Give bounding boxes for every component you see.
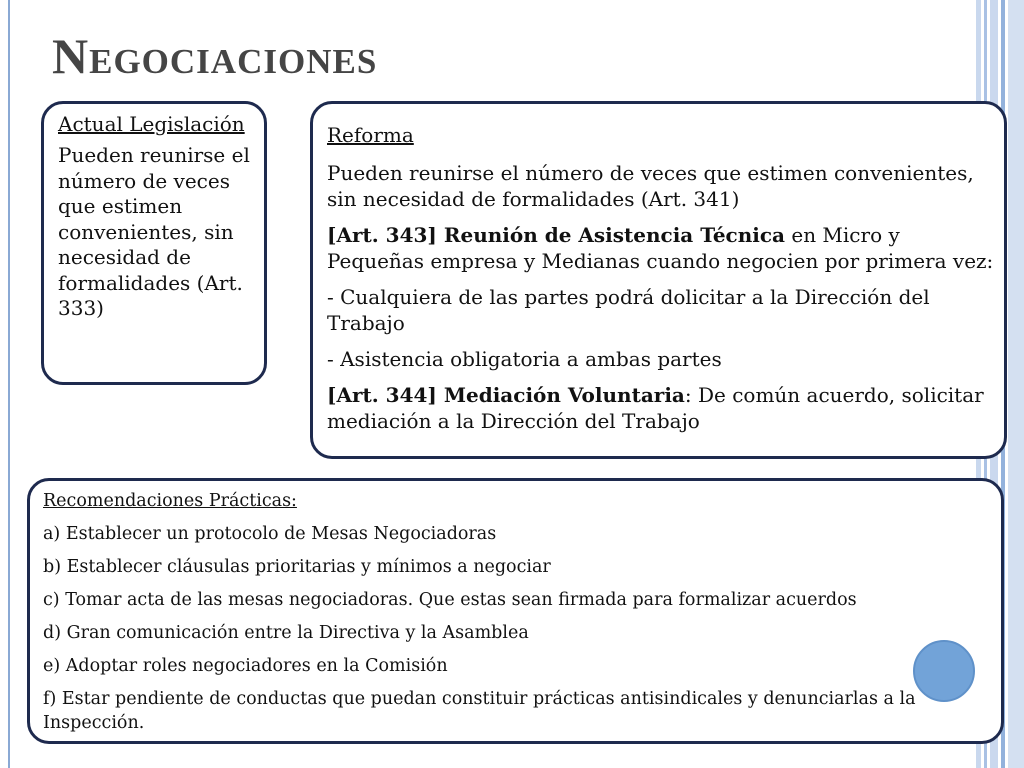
recomendacion-item: b) Establecer cláusulas prioritarias y mínimos a negociar — [43, 557, 551, 577]
reforma-paragraph-solicitud: - Cualquiera de las partes podrá dolicitar a la Dirección del Trabajo — [327, 285, 930, 335]
left-decorative-line — [8, 0, 10, 768]
recomendacion-item: d) Gran comunicación entre la Directiva y la Asamblea — [43, 623, 529, 643]
recomendaciones-box — [27, 478, 1004, 744]
reforma-paragraph-reuniones: Pueden reunirse el número de veces que estimen convenientes, sin necesidad de formalidades (Art. 341) — [327, 161, 974, 211]
art-344-label: [Art. 344] Mediación Voluntaria — [327, 383, 685, 407]
slide-title: Negociaciones — [52, 28, 378, 84]
art-343-label: [Art. 343] Reunión de Asistencia Técnica — [327, 223, 785, 247]
reforma-paragraph-art-343 — [327, 222, 994, 274]
recomendacion-item: c) Tomar acta de las mesas negociadoras. Que estas sean firmada para formalizar acuerdos — [43, 590, 857, 610]
art-343-text: en Micro y Pequeñas empresa y Medianas cuando negocien por primera vez: — [327, 223, 994, 273]
recomendaciones-heading: Recomendaciones Prácticas: — [43, 491, 297, 511]
art-344-text: : De común acuerdo, solicitar mediación a la Dirección del Trabajo — [327, 383, 984, 433]
reforma-paragraph-art-344 — [327, 382, 994, 434]
reforma-paragraph-asistencia: - Asistencia obligatoria a ambas partes — [327, 347, 722, 371]
reforma-heading: Reforma — [327, 123, 414, 147]
actual-legislacion-heading: Actual Legislación — [58, 112, 245, 136]
actual-legislacion-box — [41, 101, 267, 385]
reforma-box — [310, 101, 1007, 459]
recomendacion-item: f) Estar pendiente de conductas que puedan constituir prácticas antisindicales y denunciarlas a la Inspección. — [43, 689, 916, 733]
actual-legislacion-text: Pueden reunirse el número de veces que estimen convenientes, sin necesidad de formalidades (Art. 333) — [58, 143, 250, 320]
decorative-stripe — [1008, 0, 1024, 768]
decorative-circle — [913, 640, 975, 702]
recomendacion-item: e) Adoptar roles negociadores en la Comisión — [43, 656, 448, 676]
recomendacion-item: a) Establecer un protocolo de Mesas Negociadoras — [43, 524, 497, 544]
